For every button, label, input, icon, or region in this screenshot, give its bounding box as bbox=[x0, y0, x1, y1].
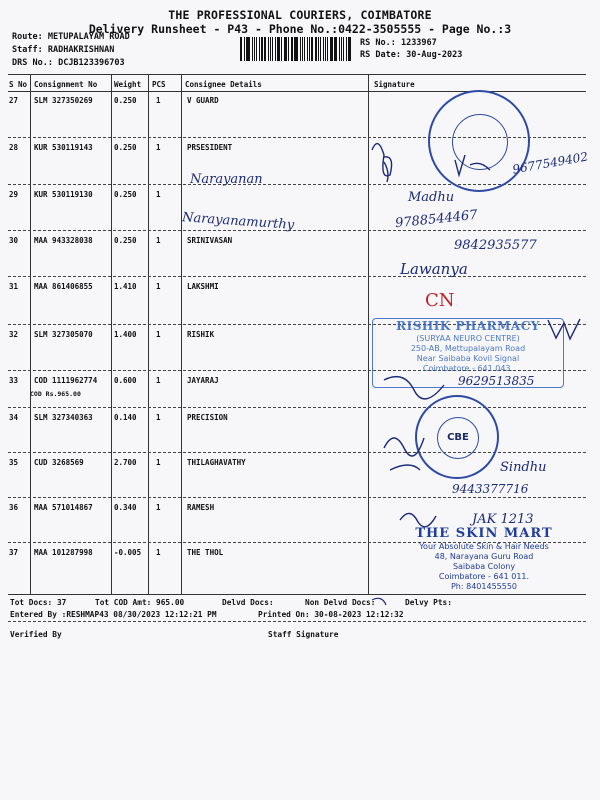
route-value: METUPALAYAM ROAD bbox=[47, 32, 130, 42]
row-sno: 32 bbox=[9, 330, 19, 339]
row-consignee: V GUARD bbox=[187, 96, 219, 105]
row-pcs: 1 bbox=[156, 330, 161, 339]
row-consignee: JAYARAJ bbox=[187, 376, 219, 385]
row-consignment-no: CUD 3268569 bbox=[34, 458, 84, 467]
pharmacy-name: RISHIK PHARMACY bbox=[396, 319, 540, 333]
row-sno: 36 bbox=[9, 503, 19, 512]
staff-signature: Staff Signature bbox=[268, 630, 339, 639]
signature-scribble bbox=[548, 319, 580, 339]
total-docs-value: 37 bbox=[56, 598, 67, 607]
row-pcs: 1 bbox=[156, 282, 161, 291]
drs-value: DCJB123396703 bbox=[58, 58, 125, 68]
row-sno: 28 bbox=[9, 143, 19, 152]
row-consignment-no: MAA 101287998 bbox=[34, 548, 93, 557]
rs-date-value: 30-Aug-2023 bbox=[406, 50, 463, 60]
row-consignment-no: SLM 327305070 bbox=[34, 330, 93, 339]
row-consignee: THILAGHAVATHY bbox=[187, 458, 246, 467]
footer-top-border bbox=[8, 594, 586, 595]
col-header-sno: S No bbox=[9, 80, 28, 89]
row-sno: 31 bbox=[9, 282, 19, 291]
row-consignment-no: KUR 530119143 bbox=[34, 143, 93, 152]
row-consignee: RAMESH bbox=[187, 503, 215, 512]
skin-mart-tagline: Your Absolute Skin & Hair Needs bbox=[419, 542, 549, 552]
signature-scribble bbox=[400, 513, 436, 526]
row-sno: 27 bbox=[9, 96, 19, 105]
row-pcs: 1 bbox=[156, 236, 161, 245]
row-consignee: LAKSHMI bbox=[187, 282, 219, 291]
verified-by: Verified By bbox=[10, 630, 62, 639]
handwritten-signature: Sindhu bbox=[500, 460, 547, 475]
row-weight: 1.410 bbox=[114, 282, 137, 291]
entered-by: Entered By :RESHMAP43 08/30/2023 12:12:21 PM bbox=[10, 610, 217, 619]
row-weight: -0.005 bbox=[114, 548, 142, 557]
skin-mart-line: Coimbatore - 641 011. bbox=[438, 572, 530, 582]
col-header-consignment: Consignment No bbox=[34, 80, 98, 89]
non-delivered-docs-label: Non Delvd Docs: bbox=[305, 598, 376, 607]
col-header-pcs: PCS bbox=[152, 80, 166, 89]
total-docs-label: Tot Docs: bbox=[10, 598, 53, 607]
printed-on: Printed On: 30-08-2023 12:12:32 bbox=[258, 610, 404, 619]
row-sno: 29 bbox=[9, 190, 19, 199]
company-title: THE PROFESSIONAL COURIERS, COIMBATORE bbox=[168, 8, 432, 22]
rs-no-label: RS No.: bbox=[360, 38, 396, 48]
row-pcs: 1 bbox=[156, 413, 161, 422]
row-weight: 0.250 bbox=[114, 190, 137, 199]
row-sno: 34 bbox=[9, 413, 19, 422]
row-consignment-no: MAA 571014867 bbox=[34, 503, 93, 512]
total-cod-value: 965.00 bbox=[156, 598, 185, 607]
route-label: Route: bbox=[12, 32, 43, 42]
total-cod-label: Tot COD Amt: bbox=[95, 598, 152, 607]
row-pcs: 1 bbox=[156, 96, 161, 105]
row-pcs: 1 bbox=[156, 376, 161, 385]
delivered-docs-label: Delvd Docs: bbox=[222, 598, 274, 607]
pharmacy-line: Near Saibaba Kovil Signal bbox=[416, 354, 520, 363]
pharmacy-line: 250-AB, Mettupalayam Road bbox=[410, 344, 526, 353]
row-sno: 30 bbox=[9, 236, 19, 245]
col-header-weight: Weight bbox=[114, 80, 142, 89]
cbe-stamp-text: CBE bbox=[437, 417, 479, 459]
row-pcs: 1 bbox=[156, 143, 161, 152]
row-consignment-no: MAA 943328038 bbox=[34, 236, 93, 245]
row-weight: 0.140 bbox=[114, 413, 137, 422]
row-sno: 33 bbox=[9, 376, 19, 385]
row-weight: 0.340 bbox=[114, 503, 137, 512]
row-weight: 0.250 bbox=[114, 236, 137, 245]
handwritten-phone: 9788544467 bbox=[394, 207, 479, 232]
row-weight: 0.250 bbox=[114, 96, 137, 105]
handwritten-phone: 9842935577 bbox=[454, 238, 537, 253]
drs-label: DRS No.: bbox=[12, 58, 53, 68]
row-consignment-no: KUR 530119130 bbox=[34, 190, 93, 199]
row-consignee: SRINIVASAN bbox=[187, 236, 233, 245]
row-consignment-no: MAA 861406855 bbox=[34, 282, 93, 291]
row-weight: 2.700 bbox=[114, 458, 137, 467]
row-pcs: 1 bbox=[156, 190, 161, 199]
handwritten-signature: Lawanya bbox=[400, 260, 468, 278]
pharmacy-line: Coimbatore - 641 043. bbox=[422, 364, 514, 373]
total-cod bbox=[95, 598, 184, 607]
row-consignee: PRECISION bbox=[187, 413, 228, 422]
col-header-consignee: Consignee Details bbox=[185, 80, 262, 89]
handwritten-phone: 9629513835 bbox=[458, 374, 535, 388]
staff-value: RADHAKRISHNAN bbox=[47, 45, 115, 55]
signature-scribble bbox=[372, 144, 392, 182]
row-consignee: PRSESIDENT bbox=[187, 143, 233, 152]
handwritten-phone: 9443377716 bbox=[452, 482, 529, 496]
row-weight: 0.250 bbox=[114, 143, 137, 152]
row-pcs: 1 bbox=[156, 548, 161, 557]
skin-mart-line: Saibaba Colony bbox=[452, 562, 516, 572]
handwritten-signature: Madhu bbox=[408, 190, 455, 205]
row-consignment-no: SLM 327340363 bbox=[34, 413, 93, 422]
signature-scribble bbox=[384, 377, 444, 399]
handwritten-signature: CN bbox=[425, 290, 455, 311]
row-weight: 1.400 bbox=[114, 330, 137, 339]
runsheet-line: Delivery Runsheet - P43 - Phone No.:0422-3505555 - Page No.:3 bbox=[88, 22, 512, 36]
handwritten-name: Narayanamurthy bbox=[181, 210, 295, 233]
row-cod-note: COD Rs.965.00 bbox=[30, 390, 81, 398]
pharmacy-line: (SURYAA NEURO CENTRE) bbox=[416, 334, 520, 343]
skin-mart-name: THE SKIN MART bbox=[415, 526, 553, 541]
footer-divider bbox=[8, 621, 586, 622]
signature-scribble bbox=[455, 155, 490, 175]
handwritten-name: Narayanan bbox=[190, 172, 263, 187]
signature-scribble bbox=[384, 438, 424, 470]
skin-mart-line: 48, Narayana Guru Road bbox=[434, 552, 534, 562]
staff-label: Staff: bbox=[12, 45, 43, 55]
rs-date-label: RS Date: bbox=[360, 50, 401, 60]
skin-mart-phone: Ph: 8401455550 bbox=[450, 582, 518, 592]
row-consignee: THE THOL bbox=[187, 548, 224, 557]
row-consignee: RISHIK bbox=[187, 330, 215, 339]
handwritten-signature: JAK 1213 bbox=[472, 512, 534, 527]
row-consignment-no: SLM 327350269 bbox=[34, 96, 93, 105]
total-docs bbox=[10, 598, 66, 607]
col-header-signature: Signature bbox=[374, 80, 415, 89]
handwritten-phone: 9677549402 bbox=[511, 149, 589, 177]
row-sno: 37 bbox=[9, 548, 19, 557]
row-pcs: 1 bbox=[156, 503, 161, 512]
delivery-points-label: Delvy Pts: bbox=[405, 598, 452, 607]
row-weight: 0.600 bbox=[114, 376, 137, 385]
row-sno: 35 bbox=[9, 458, 19, 467]
row-consignment-no: COD 1111962774 bbox=[34, 376, 98, 385]
row-pcs: 1 bbox=[156, 458, 161, 467]
rs-no-value: 1233967 bbox=[400, 38, 437, 48]
